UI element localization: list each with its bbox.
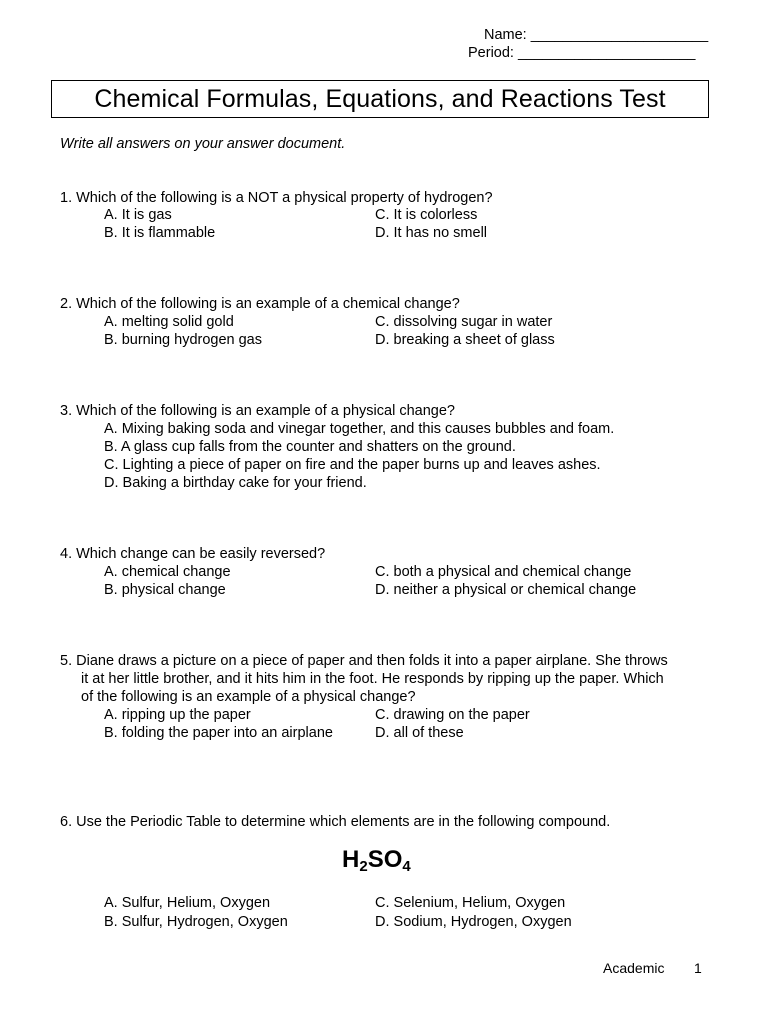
question-4-stem: 4. Which change can be easily reversed? <box>60 546 326 562</box>
question-6-option-d: D. Sodium, Hydrogen, Oxygen <box>375 914 572 930</box>
question-1-option-c: C. It is colorless <box>375 207 478 223</box>
question-4-option-a: A. chemical change <box>104 564 231 580</box>
question-1-option-a: A. It is gas <box>104 207 172 223</box>
question-6-stem: 6. Use the Periodic Table to determine which elements are in the following compound. <box>60 814 611 830</box>
question-4-option-d: D. neither a physical or chemical change <box>375 582 637 598</box>
question-5-option-a: A. ripping up the paper <box>104 707 251 723</box>
formula-subscript-2: 2 <box>359 858 368 875</box>
question-5-stem-line-3: of the following is an example of a physical change? <box>81 689 416 705</box>
formula-subscript-4: 4 <box>402 858 411 875</box>
formula-h: H <box>342 846 360 873</box>
question-1-option-b: B. It is flammable <box>104 225 216 241</box>
formula-so: SO <box>367 846 403 873</box>
question-3-stem: 3. Which of the following is an example of a physical change? <box>60 403 455 419</box>
instructions: Write all answers on your answer document. <box>60 136 346 152</box>
question-4-option-b: B. physical change <box>104 582 226 598</box>
question-2-stem: 2. Which of the following is an example of a chemical change? <box>60 296 460 312</box>
page-number: 1 <box>694 960 702 976</box>
question-1-option-d: D. It has no smell <box>375 225 488 241</box>
test-title: Chemical Formulas, Equations, and Reactions Test <box>51 80 709 118</box>
question-3-option-d: D. Baking a birthday cake for your friend. <box>104 475 367 491</box>
question-2-option-c: C. dissolving sugar in water <box>375 314 553 330</box>
question-3-option-a: A. Mixing baking soda and vinegar together, and this causes bubbles and foam. <box>104 421 615 437</box>
name-field: Name: ______________________ <box>484 27 709 43</box>
question-1-stem: 1. Which of the following is a NOT a physical property of hydrogen? <box>60 190 493 206</box>
question-6-option-c: C. Selenium, Helium, Oxygen <box>375 895 566 911</box>
question-5-option-d: D. all of these <box>375 725 464 741</box>
question-4-option-c: C. both a physical and chemical change <box>375 564 632 580</box>
question-5-stem-line-2: it at her little brother, and it hits him in the foot. He responds by ripping up the paper. Which <box>81 671 664 687</box>
question-2-option-a: A. melting solid gold <box>104 314 234 330</box>
question-3-option-c: C. Lighting a piece of paper on fire and the paper burns up and leaves ashes. <box>104 457 601 473</box>
question-5-stem-line-1: 5. Diane draws a picture on a piece of paper and then folds it into a paper airplane. She throws <box>60 653 668 669</box>
question-5-option-c: C. drawing on the paper <box>375 707 530 723</box>
question-3-option-b: B. A glass cup falls from the counter and shatters on the ground. <box>104 439 516 455</box>
period-field: Period: ______________________ <box>468 45 696 61</box>
question-6-option-b: B. Sulfur, Hydrogen, Oxygen <box>104 914 288 930</box>
question-2-option-d: D. breaking a sheet of glass <box>375 332 555 348</box>
question-6-option-a: A. Sulfur, Helium, Oxygen <box>104 895 271 911</box>
question-2-option-b: B. burning hydrogen gas <box>104 332 262 348</box>
footer-label: Academic <box>603 960 665 976</box>
chemical-formula <box>342 846 411 875</box>
question-5-option-b: B. folding the paper into an airplane <box>104 725 333 741</box>
